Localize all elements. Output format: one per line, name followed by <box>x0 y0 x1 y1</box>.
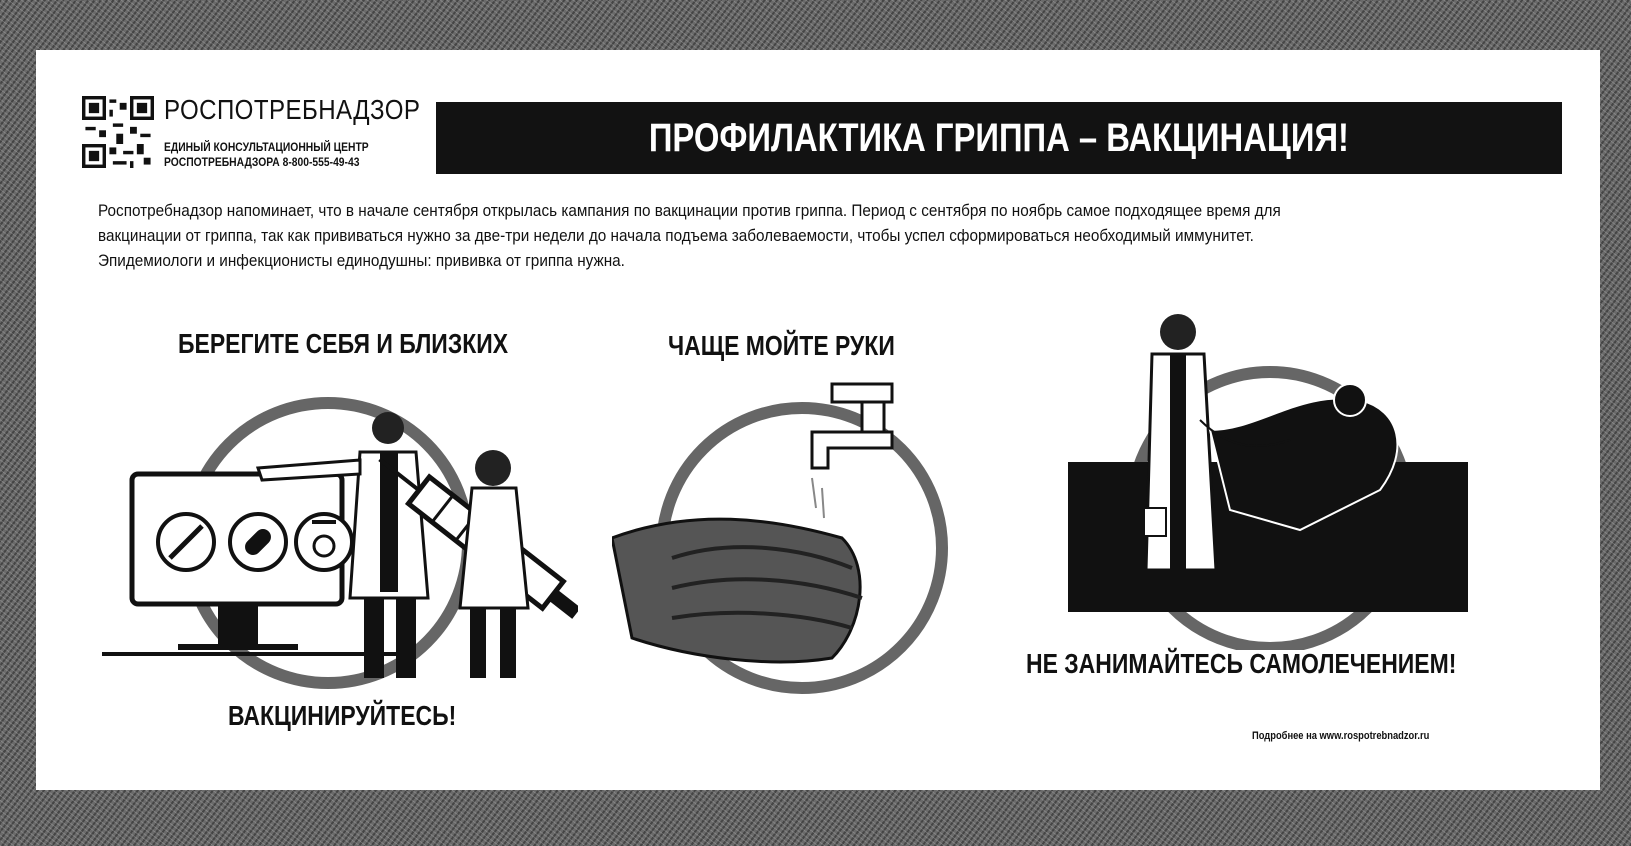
intro-line: Роспотребнадзор напоминает, что в начале сентября открылась кампания по вакцинации против гриппа. Период с сентября по ноябрь самое подходящее время для <box>98 201 1281 220</box>
intro-line: вакцинации от гриппа, так как прививаться нужно за две-три недели до начала подъема заболеваемости, чтобы успел сформироваться необходимый иммунитет. <box>98 226 1254 245</box>
caption-no-self-treatment: НЕ ЗАНИМАЙТЕСЬ САМОЛЕЧЕНИЕМ! <box>1026 648 1457 679</box>
intro-text <box>98 198 1568 273</box>
page-title: ПРОФИЛАКТИКА ГРИППА – ВАКЦИНАЦИЯ! <box>648 115 1350 160</box>
qr-code-icon <box>82 96 154 168</box>
poster-sheet <box>36 50 1600 790</box>
faucet-icon <box>812 384 892 468</box>
caption-vaccinate: ВАКЦИНИРУЙТЕСЬ! <box>228 700 457 731</box>
title-bar <box>436 102 1562 174</box>
pill-icon <box>230 514 286 570</box>
vaccination-illustration <box>98 368 578 698</box>
brand-name: РОСПОТРЕБНАДЗОР <box>164 94 421 125</box>
caption-protect: БЕРЕГИТЕ СЕБЯ И БЛИЗКИХ <box>178 328 509 359</box>
first-aid-kit-icon <box>296 514 352 570</box>
intro-line: Эпидемиологи и инфекционисты единодушны: прививка от гриппа нужна. <box>98 251 625 270</box>
caption-wash: ЧАЩЕ МОЙТЕ РУКИ <box>668 330 895 361</box>
handwashing-illustration <box>612 368 952 698</box>
consult-center-line2: РОСПОТРЕБНАДЗОРА 8-800-555-49-43 <box>164 155 360 169</box>
consult-center <box>164 140 369 170</box>
consult-center-line1: ЕДИНЫЙ КОНСУЛЬТАЦИОННЫЙ ЦЕНТР <box>164 140 369 154</box>
syringe-icon <box>158 514 214 570</box>
self-treatment-illustration <box>1060 310 1480 650</box>
more-info-link[interactable]: Подробнее на www.rospotrebnadzor.ru <box>1252 730 1430 742</box>
